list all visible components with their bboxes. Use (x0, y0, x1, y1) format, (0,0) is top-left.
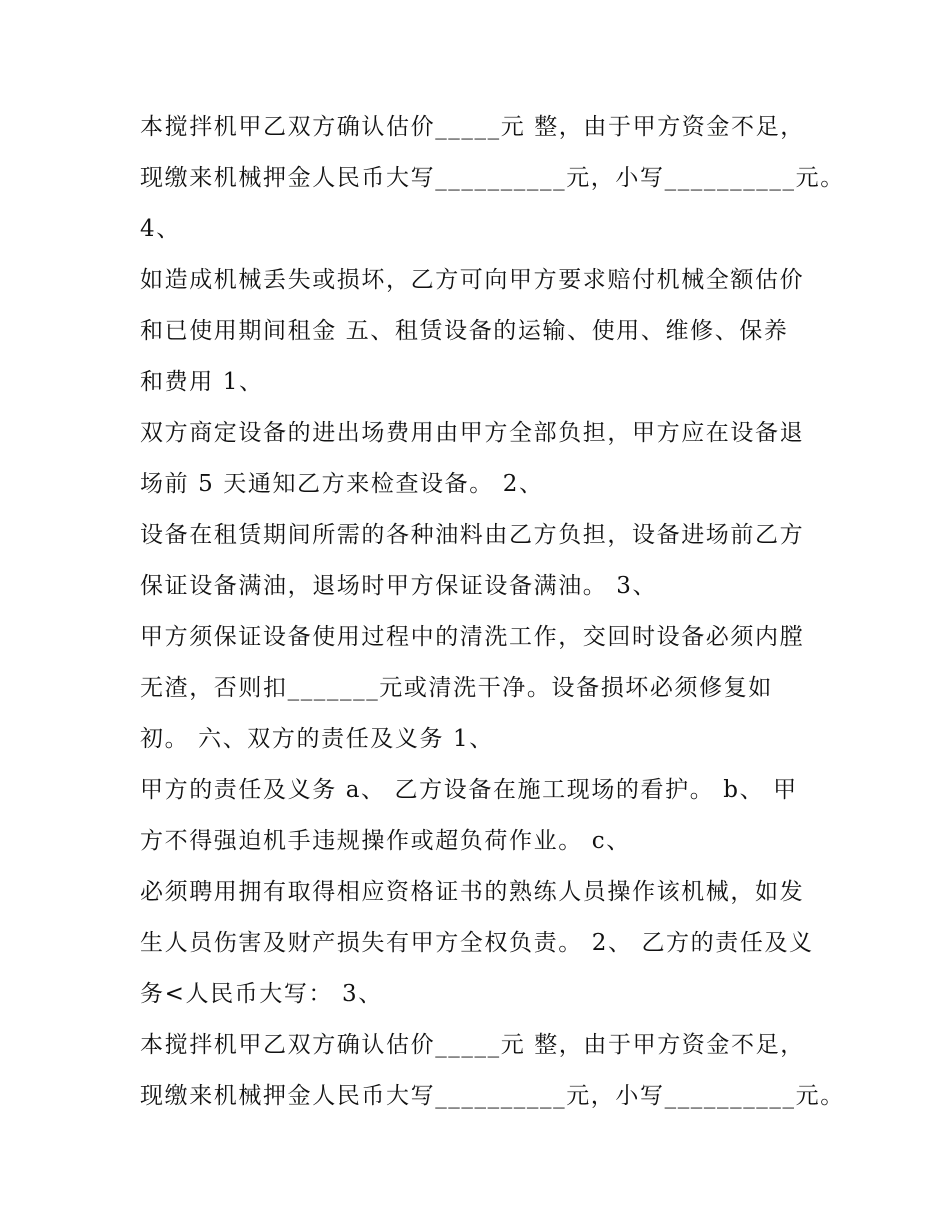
document-body (140, 102, 845, 1122)
text-line: 务<人民币大写： 3、 (140, 981, 383, 1007)
text-line: 无渣，否则扣_______元或清洗干净。设备损坏必须修复如 (140, 675, 773, 701)
text-line: 双方商定设备的进出场费用由甲方全部负担，甲方应在设备退 (140, 420, 805, 446)
text-line: 4、 (140, 216, 181, 242)
text-line: 初。 六、双方的责任及义务 1、 (140, 726, 494, 752)
text-line: 方不得强迫机手违规操作或超负荷作业。 c、 (140, 828, 631, 854)
text-line: 生人员伤害及财产损失有甲方全权负责。 2、 乙方的责任及义 (140, 930, 814, 956)
text-line: 和已使用期间租金 五、租赁设备的运输、使用、维修、保养 (140, 318, 789, 344)
text-line: 本搅拌机甲乙双方确认估价_____元 整，由于甲方资金不足， (140, 1032, 805, 1058)
text-line: 场前 5 天通知乙方来检查设备。 2、 (140, 471, 544, 497)
text-line: 甲方的责任及义务 a、 乙方设备在施工现场的看护。 b、 甲 (140, 777, 798, 803)
text-line: 和费用 1、 (140, 369, 264, 395)
text-line: 设备在租赁期间所需的各种油料由乙方负担，设备进场前乙方 (140, 522, 805, 548)
text-line: 甲方须保证设备使用过程中的清洗工作，交回时设备必须内膛 (140, 624, 805, 650)
text-line: 如造成机械丢失或损坏，乙方可向甲方要求赔付机械全额估价 (140, 267, 805, 293)
text-line: 现缴来机械押金人民币大写__________元，小写__________元。 (140, 1083, 845, 1109)
text-line: 必须聘用拥有取得相应资格证书的熟练人员操作该机械，如发 (140, 879, 805, 905)
text-line: 现缴来机械押金人民币大写__________元，小写__________元。 (140, 165, 845, 191)
text-line: 保证设备满油，退场时甲方保证设备满油。 3、 (140, 573, 658, 599)
text-line: 本搅拌机甲乙双方确认估价_____元 整，由于甲方资金不足， (140, 114, 805, 140)
